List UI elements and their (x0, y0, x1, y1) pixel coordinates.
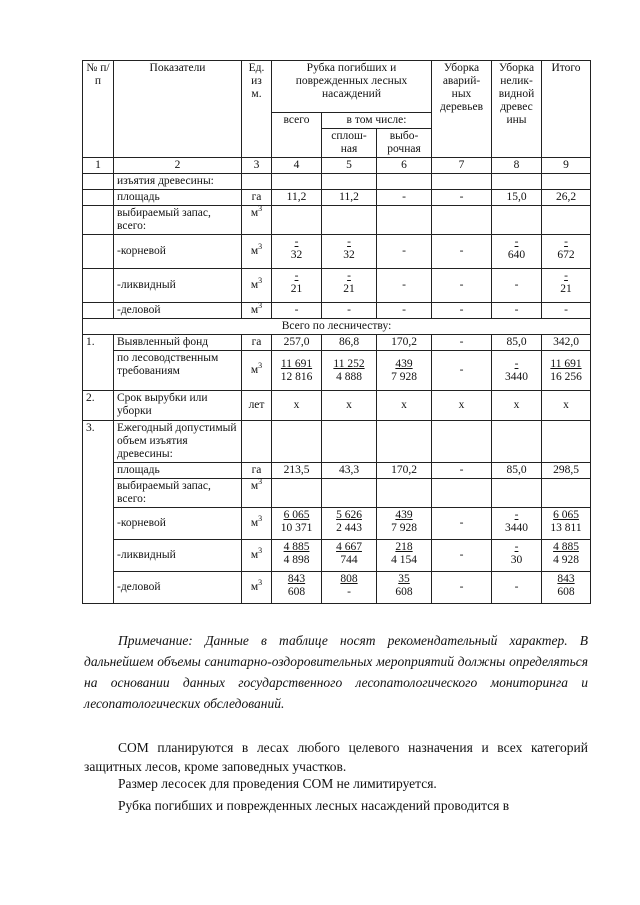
table-row: 2. Срок вырубки или уборки лет х х х х х х (83, 391, 591, 421)
colnum: 1 (83, 158, 114, 174)
colnum: 4 (272, 158, 322, 174)
unit-m3: $м^3$ (242, 540, 272, 572)
colnum: 9 (542, 158, 591, 174)
colnum: 7 (432, 158, 492, 174)
table-row: изъятия древесины: (83, 174, 591, 190)
paragraph-3: Рубка погибших и поврежденных лесных насаждений проводится в (118, 798, 510, 813)
header-unit: Ед. из м. (242, 61, 272, 158)
header-vtom: в том числе: (322, 113, 432, 129)
table-row: площадь га 11,2 11,2 - - 15,0 26,2 (83, 190, 591, 206)
table-note: Примечание: Данные в таблице носят рекомендательный характер. В дальнейшем объемы санитарно-оздоровительных мероприятий должны определяться на основании данных государственного лесопатологического мониторинга и лесопатологических обследований. (84, 633, 588, 711)
table-row: -ликвидный $м^3$ 4 885 4 898 4 667 744 218 4 154 - - 30 4 885 4 928 (83, 540, 591, 572)
header-uborka-avar: Уборка аварий- ных деревьев (432, 61, 492, 158)
unit-m3: $м^3$ (242, 235, 272, 269)
paragraph-2: Размер лесосек для проведения СОМ не лимитируется. (118, 776, 437, 791)
table-row: -корневой $м^3$ 6 065 10 371 5 626 2 443 439 7 928 - - 3440 6 065 13 811 (83, 508, 591, 540)
table-row: -ликвидный $м^3$ - 21 - 21 - - - - 21 (83, 269, 591, 303)
section-row (83, 319, 591, 335)
header-vsego: всего (272, 113, 322, 158)
colnum: 8 (492, 158, 542, 174)
table-row: площадь га 213,5 43,3 170,2 - 85,0 298,5 (83, 463, 591, 479)
colnum: 5 (322, 158, 377, 174)
unit-m3: $м^3$ (242, 479, 272, 508)
unit-m3: $м^3$ (242, 206, 272, 235)
table-row: -деловой $м^3$ 843 608 808 - 35 608 - - 843 608 (83, 572, 591, 604)
section-title: Всего по лесничеству: (83, 319, 591, 335)
header-indicators: Показатели (114, 61, 242, 158)
table-row: -деловой $м^3$ - - - - - - (83, 303, 591, 319)
table-row: 3. Ежегодный допустимый объем изъятия древесины: (83, 421, 591, 463)
header-uborka-nelikv: Уборка нелик- видной древес ины (492, 61, 542, 158)
colnum: 6 (377, 158, 432, 174)
forestry-table (82, 60, 591, 604)
header-splosh: сплош- ная (322, 129, 377, 158)
unit-m3: $м^3$ (242, 351, 272, 391)
table-row: 1. Выявленный фонд га 257,0 86,8 170,2 - 85,0 342,0 (83, 335, 591, 351)
unit-m3: $м^3$ (242, 303, 272, 319)
header-vyb: выбо- рочная (377, 129, 432, 158)
paragraph-1: СОМ планируются в лесах любого целевого назначения и всех категорий защитных лесов, кроме заповедных участков. (84, 740, 588, 774)
table-row: выбираемый запас, всего: $м^3$ (83, 206, 591, 235)
colnum: 2 (114, 158, 242, 174)
unit-m3: $м^3$ (242, 508, 272, 540)
unit-m3: $м^3$ (242, 572, 272, 604)
table-row: выбираемый запас, всего: $м^3$ (83, 479, 591, 508)
header-itogo: Итого (542, 61, 591, 158)
header-rubka: Рубка погибших и поврежденных лесных насаждений (272, 61, 432, 113)
colnum: 3 (242, 158, 272, 174)
unit-m3: $м^3$ (242, 269, 272, 303)
table-row: по лесоводственным требованиям $м^3$ 11 691 12 816 11 252 4 888 439 7 928 - - 3440 11 691 16 256 (83, 351, 591, 391)
table-row: -корневой $м^3$ - 32 - 32 - - - 640 - 672 (83, 235, 591, 269)
header-num: № п/п (83, 61, 114, 158)
